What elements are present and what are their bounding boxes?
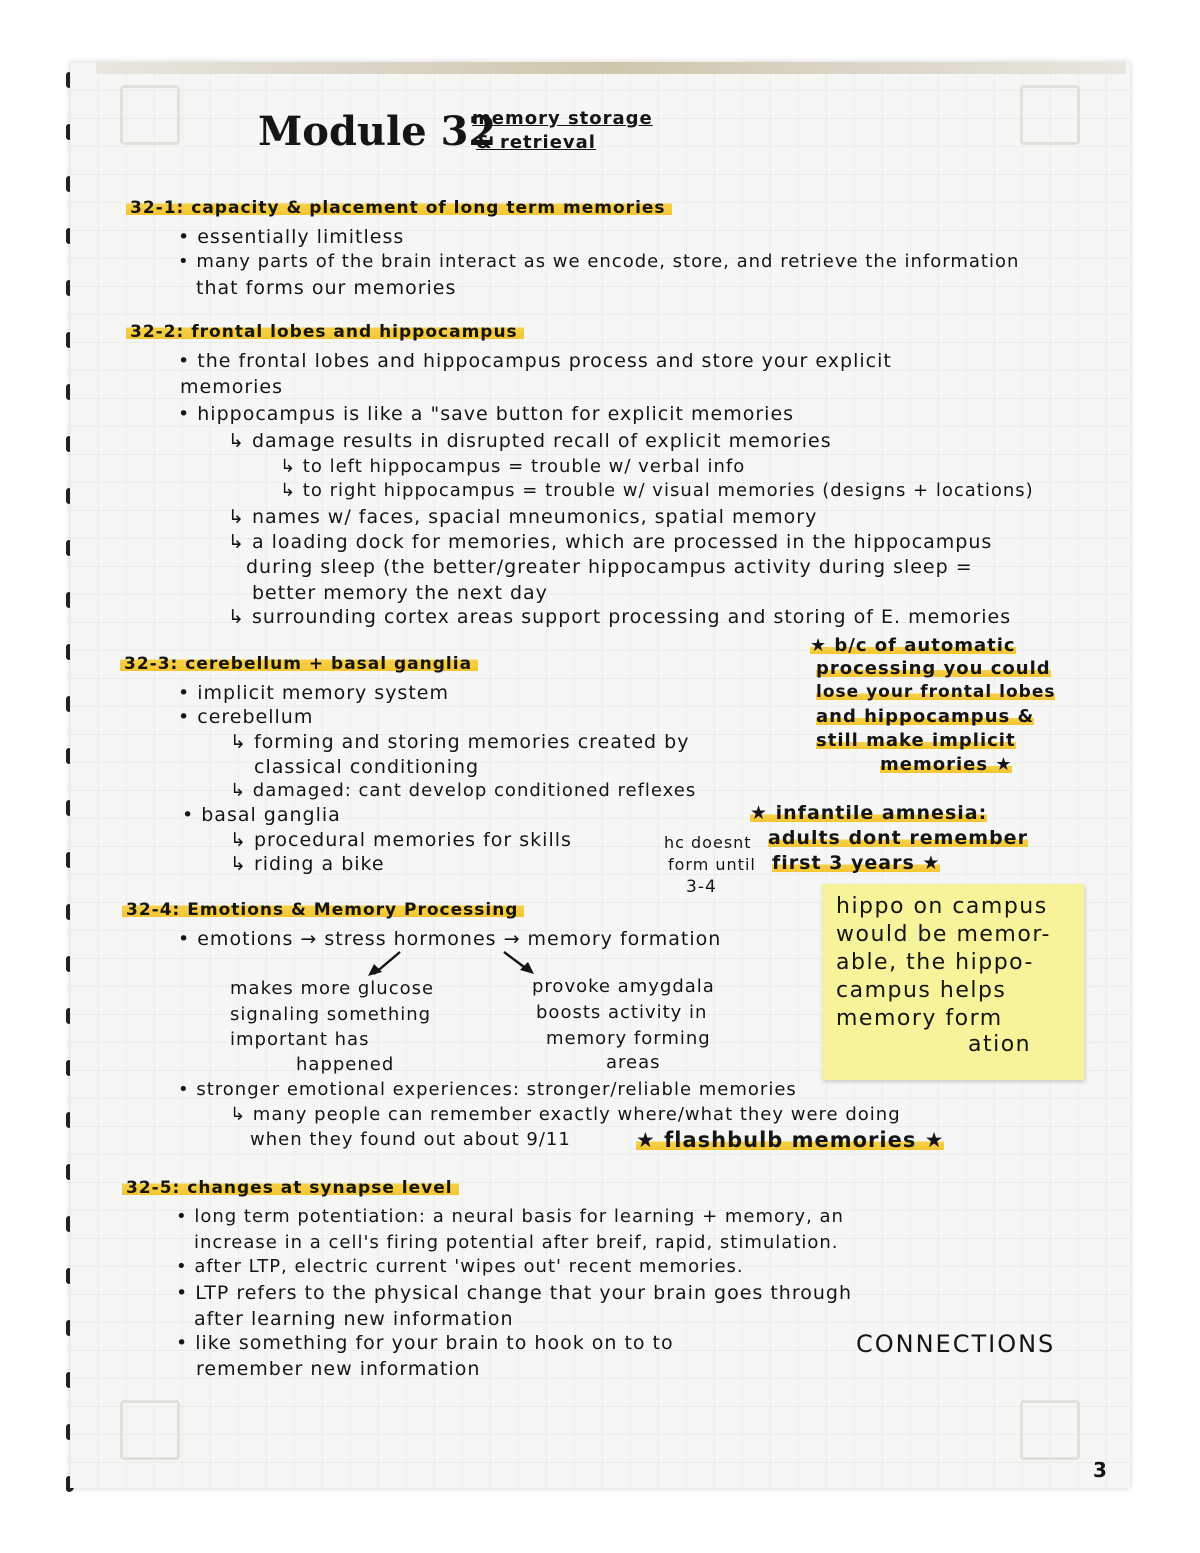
note-line: • hippocampus is like a "save button for explicit memories — [178, 403, 795, 425]
note-line: • many parts of the brain interact as we encode, store, and retrieve the information — [178, 251, 1020, 272]
page-top-edge — [96, 62, 1126, 74]
note-line: • after LTP, electric current 'wipes out' recent memories. — [176, 1256, 744, 1277]
note-line: boosts activity in — [536, 1002, 708, 1023]
connections-label: CONNECTIONS — [856, 1330, 1056, 1358]
amnesia-aside: hc doesnt — [664, 833, 752, 852]
side-note-line: still make implicit — [816, 730, 1016, 751]
section-heading-32-1: 32-1: capacity & placement of long term memories — [126, 200, 672, 217]
note-line: areas — [606, 1052, 661, 1073]
note-line: remember new information — [196, 1358, 481, 1380]
arrow-icon — [360, 950, 560, 980]
note-line: • cerebellum — [178, 706, 314, 728]
note-line: increase in a cell's firing potential after breif, rapid, stimulation. — [194, 1232, 839, 1253]
note-line: during sleep (the better/greater hippocampus activity during sleep = — [246, 556, 973, 578]
note-line: ↳ names w/ faces, spacial mneumonics, spatial memory — [228, 506, 818, 528]
amnesia-note-line: first 3 years ★ — [772, 852, 941, 874]
note-line: • long term potentiation: a neural basis for learning + memory, an — [176, 1206, 844, 1227]
note-line: ↳ to left hippocampus = trouble w/ verbal info — [280, 456, 746, 477]
sticky-note-line: campus helps — [836, 978, 1007, 1003]
section-heading-32-2: 32-2: frontal lobes and hippocampus — [126, 324, 524, 341]
amnesia-note-line: adults dont remember — [768, 827, 1028, 849]
note-line: memories — [180, 376, 284, 398]
corner-marker-top-right — [1020, 85, 1080, 145]
note-line: classical conditioning — [254, 756, 480, 778]
side-note-line: and hippocampus & — [816, 706, 1035, 727]
sticky-note-line: would be memor- — [836, 922, 1051, 947]
section-heading-32-3: 32-3: cerebellum + basal ganglia — [120, 656, 478, 673]
note-line: ↳ forming and storing memories created by — [230, 731, 690, 753]
note-line: happened — [296, 1054, 395, 1075]
amnesia-aside: form until — [668, 855, 756, 874]
note-line: ↳ procedural memories for skills — [230, 829, 572, 851]
note-line: • the frontal lobes and hippocampus process and store your explicit — [178, 350, 892, 372]
note-line: ↳ many people can remember exactly where/what they were doing — [230, 1104, 901, 1125]
note-line: when they found out about 9/11 — [250, 1129, 571, 1150]
page-number: 3 — [1093, 1458, 1108, 1482]
note-line: memory forming — [546, 1028, 711, 1049]
sticky-note-line: able, the hippo- — [836, 950, 1034, 975]
side-note-line: memories ★ — [880, 754, 1013, 775]
note-line: • LTP refers to the physical change that your brain goes through — [176, 1282, 852, 1304]
note-line: better memory the next day — [252, 582, 548, 604]
note-line: • like something for your brain to hook on to to — [176, 1332, 674, 1354]
note-line: ↳ to right hippocampus = trouble w/ visual memories (designs + locations) — [280, 480, 1034, 501]
note-line: that forms our memories — [196, 277, 457, 299]
sticky-note — [822, 884, 1084, 1080]
note-line: makes more glucose — [230, 978, 435, 999]
note-line: ↳ a loading dock for memories, which are processed in the hippocampus — [228, 531, 993, 553]
note-line: • stronger emotional experiences: stronger/reliable memories — [178, 1079, 797, 1100]
side-note-line: processing you could — [816, 658, 1051, 679]
note-line: • implicit memory system — [178, 682, 449, 704]
corner-marker-top-left — [120, 85, 180, 145]
corner-marker-bottom-right — [1020, 1400, 1080, 1460]
note-line: • essentially limitless — [178, 226, 405, 248]
note-line: ↳ damage results in disrupted recall of explicit memories — [228, 430, 832, 452]
page-title: Module 32 — [258, 108, 497, 155]
sticky-note-line: ation — [968, 1032, 1032, 1057]
note-line: • basal ganglia — [182, 804, 341, 826]
side-note-line: ★ b/c of automatic — [810, 635, 1016, 656]
amnesia-note-line: ★ infantile amnesia: — [750, 802, 988, 824]
note-line: after learning new information — [194, 1308, 514, 1330]
side-note-line: lose your frontal lobes — [816, 682, 1056, 702]
section-heading-32-4: 32-4: Emotions & Memory Processing — [122, 902, 524, 919]
section-heading-32-5: 32-5: changes at synapse level — [122, 1180, 459, 1197]
note-line: important has — [230, 1029, 370, 1050]
note-line: • emotions → stress hormones → memory formation — [178, 928, 722, 950]
sticky-note-line: hippo on campus — [836, 894, 1048, 919]
page-subtitle-line1: memory storage — [472, 108, 653, 129]
note-line: ↳ riding a bike — [230, 853, 385, 875]
note-line: ↳ surrounding cortex areas support processing and storing of E. memories — [228, 606, 1012, 628]
sticky-note-line: memory form — [836, 1006, 1003, 1031]
note-line: signaling something — [230, 1004, 432, 1025]
corner-marker-bottom-left — [120, 1400, 180, 1460]
note-line: provoke amygdala — [532, 976, 715, 997]
flashbulb-memories-note: ★ flashbulb memories ★ — [636, 1128, 945, 1152]
amnesia-aside: 3-4 — [686, 877, 717, 897]
note-line: ↳ damaged: cant develop conditioned reflexes — [230, 780, 697, 801]
page-subtitle-line2: & retrieval — [476, 132, 596, 153]
